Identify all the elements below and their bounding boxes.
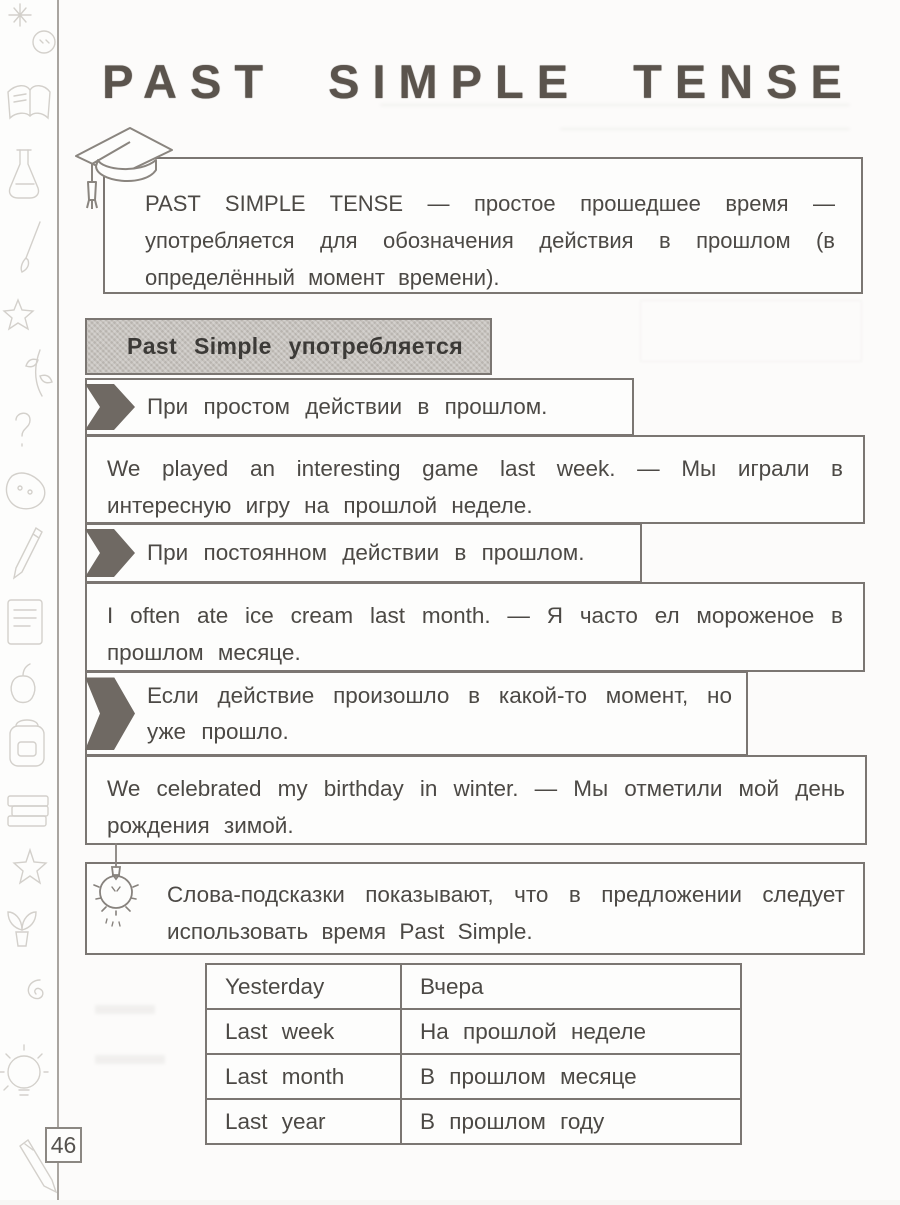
paintbrush-doodle [21, 222, 40, 272]
book-doodle [8, 86, 50, 118]
example-box-3 [85, 755, 867, 845]
bulb-doodle [0, 1045, 48, 1095]
example-text: We celebrated my birthday in winter. — Мы отметили мой день рождения зимой. [107, 776, 845, 838]
example-text: We played an interesting game last week. — Мы играли в интересную игру на прошлой неделе. [107, 456, 843, 518]
books-doodle [8, 796, 48, 826]
signal-words-table [205, 963, 742, 1145]
burst-doodle [9, 4, 31, 26]
definition-box [103, 157, 863, 294]
doodle-icons [0, 0, 57, 1200]
page-title: PAST SIMPLE TENSE [102, 55, 855, 108]
backpack-doodle [10, 720, 44, 766]
palette-doodle [6, 473, 44, 509]
signal-word-ru: В прошлом месяце [401, 1054, 741, 1099]
leaf-doodle [26, 350, 52, 396]
hint-box [85, 862, 865, 955]
rule-box-1 [85, 378, 634, 436]
bleed-text [95, 1005, 155, 1014]
strip-divider-line [57, 0, 59, 1200]
table-row [206, 1054, 741, 1099]
rule-box-3 [85, 671, 748, 756]
table-row [206, 1099, 741, 1144]
question-doodle [16, 413, 30, 446]
signal-word-ru: В прошлом году [401, 1099, 741, 1144]
rule-text: При постоянном действии в прошлом. [147, 540, 585, 565]
notebook-doodle [8, 600, 42, 644]
hint-text: Слова-подсказки показывают, что в предложении следует использовать время Past Simple. [167, 882, 845, 944]
table-row [206, 1009, 741, 1054]
pencil-doodle [14, 528, 42, 578]
plant-doodle [8, 912, 36, 946]
apple-doodle [11, 664, 35, 703]
rule-box-2 [85, 523, 642, 583]
signal-word-en: Last year [206, 1099, 401, 1144]
table-row [206, 964, 741, 1009]
page-number: 46 [45, 1127, 82, 1163]
signal-word-en: Yesterday [206, 964, 401, 1009]
definition-text: PAST SIMPLE TENSE — простое прошедшее время — употребляется для обозначения действия в прошлом (в определённый момент времени). [145, 191, 835, 290]
swirl-doodle [28, 980, 43, 999]
bleed-line [560, 128, 850, 130]
signal-word-en: Last month [206, 1054, 401, 1099]
signal-word-ru: Вчера [401, 964, 741, 1009]
usage-header [85, 318, 492, 375]
rule-text: При простом действии в прошлом. [147, 394, 548, 419]
graduation-cap-icon [68, 116, 178, 221]
sketch-star-doodle [14, 850, 46, 883]
bleed-box [640, 300, 862, 362]
example-box-2 [85, 582, 865, 672]
doodle-border-strip [0, 0, 57, 1200]
lightbulb-icon [90, 843, 142, 935]
example-box-1 [85, 435, 865, 524]
flask-doodle [9, 150, 38, 198]
usage-header-label: Past Simple употребляется [127, 333, 464, 359]
signal-word-en: Last week [206, 1009, 401, 1054]
example-text: I often ate ice cream last month. — Я часто ел мороженое в прошлом месяце. [107, 603, 843, 665]
star-doodle [4, 300, 33, 329]
signal-word-ru: На прошлой неделе [401, 1009, 741, 1054]
rule-text: Если действие произошло в какой-то момент, но уже прошло. [147, 682, 732, 744]
bleed-text [95, 1055, 165, 1064]
